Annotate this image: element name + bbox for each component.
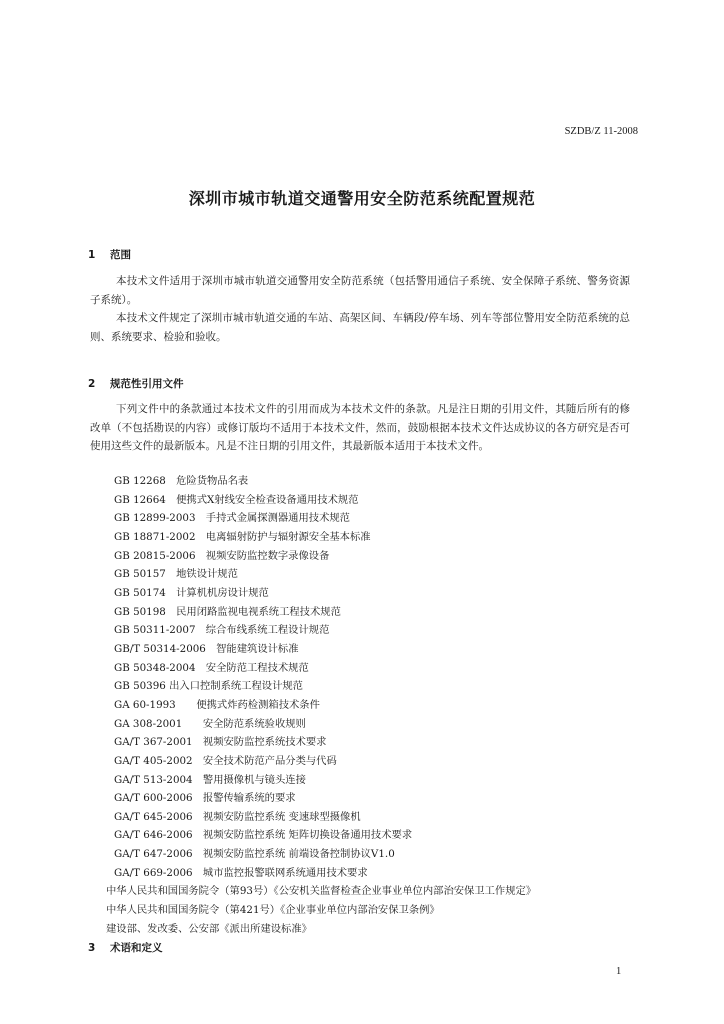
reference-item: GB 12899-2003 手持式金属探测器通用技术规范	[114, 512, 350, 525]
reference-item: GB 50396 出入口控制系统工程设计规范	[114, 680, 303, 693]
document-title: 深圳市城市轨道交通警用安全防范系统配置规范	[188, 189, 536, 208]
reference-item: GB 12664 便携式X射线安全检查设备通用技术规范	[114, 493, 359, 506]
reference-item: GA/T 405-2002 安全技术防范产品分类与代码	[114, 754, 337, 767]
reference-item: GA/T 367-2001 视频安防监控系统技术要求	[114, 736, 327, 749]
page-number: 1	[616, 966, 622, 977]
document-code: SZDB/Z 11-2008	[564, 126, 638, 137]
section-1-body	[90, 272, 630, 346]
section-1-heading	[88, 247, 131, 262]
section-1-number: 1	[88, 249, 96, 261]
reference-item: GB 50311-2007 综合布线系统工程设计规范	[114, 624, 330, 637]
section-1-paragraph-1: 本技术文件适用于深圳市城市轨道交通警用安全防范系统（包括警用通信子系统、安全保障子系统、警务资源子系统）。	[90, 275, 630, 306]
reference-item: GA/T 645-2006 视频安防监控系统 变速球型摄像机	[114, 810, 361, 823]
reference-item: GB 50157 地铁设计规范	[114, 568, 238, 581]
reference-item: GB/T 50314-2006 智能建筑设计标准	[114, 642, 299, 655]
section-1-title: 范围	[110, 249, 131, 261]
reference-item-regulation: 建设部、发改委、公安部《派出所建设标准》	[106, 922, 312, 935]
section-1-paragraph-2: 本技术文件规定了深圳市城市轨道交通的车站、高架区间、车辆段/停车场、列车等部位警用安全防范系统的总则、系统要求、检验和验收。	[90, 312, 630, 343]
section-3-number: 3	[88, 942, 96, 954]
section-3-title: 术语和定义	[110, 942, 163, 954]
reference-item-regulation: 中华人民共和国国务院令（第93号）《公安机关监督检查企业事业单位内部治安保卫工作规定》	[106, 885, 537, 898]
reference-item: GB 50174 计算机机房设计规范	[114, 586, 269, 599]
reference-item: GB 18871-2002 电离辐射防护与辐射源安全基本标准	[114, 530, 371, 543]
reference-item: GB 20815-2006 视频安防监控数字录像设备	[114, 549, 330, 562]
section-2-title: 规范性引用文件	[110, 378, 184, 390]
section-3-heading	[88, 940, 163, 955]
section-2-heading	[88, 376, 184, 391]
reference-item: GB 50348-2004 安全防范工程技术规范	[114, 661, 309, 674]
reference-item: GA/T 513-2004 警用摄像机与镜头连接	[114, 773, 306, 786]
reference-item: GA/T 669-2006 城市监控报警联网系统通用技术要求	[114, 866, 368, 879]
section-2-number: 2	[88, 378, 96, 390]
reference-list	[106, 472, 537, 938]
reference-item: GA/T 647-2006 视频安防监控系统 前端设备控制协议V1.0	[114, 848, 395, 861]
reference-item: GB 12268 危险货物品名表	[114, 475, 249, 487]
reference-item: GA/T 600-2006 报警传输系统的要求	[114, 792, 296, 805]
reference-item: GB 50198 民用闭路监视电视系统工程技术规范	[114, 605, 341, 618]
reference-item: GA/T 646-2006 视频安防监控系统 矩阵切换设备通用技术要求	[114, 829, 413, 842]
reference-item: GA 60-1993 便携式炸药检测箱技术条件	[114, 698, 320, 711]
section-2-body	[90, 400, 630, 456]
reference-item-regulation: 中华人民共和国国务院令（第421号）《企业事业单位内部治安保卫条例》	[106, 904, 440, 917]
section-2-paragraph-1: 下列文件中的条款通过本技术文件的引用而成为本技术文件的条款。凡是注日期的引用文件，其随后所有的修改单（不包括勘误的内容）或修订版均不适用于本技术文件，然而，鼓励根据本技术文件达成协议的各方研究是否可使用这些文件的最新版本。凡是不注日期的引用文件，其最新版本适用于本技术文件。	[90, 403, 630, 452]
reference-item: GA 308-2001 安全防范系统验收规则	[114, 717, 306, 730]
